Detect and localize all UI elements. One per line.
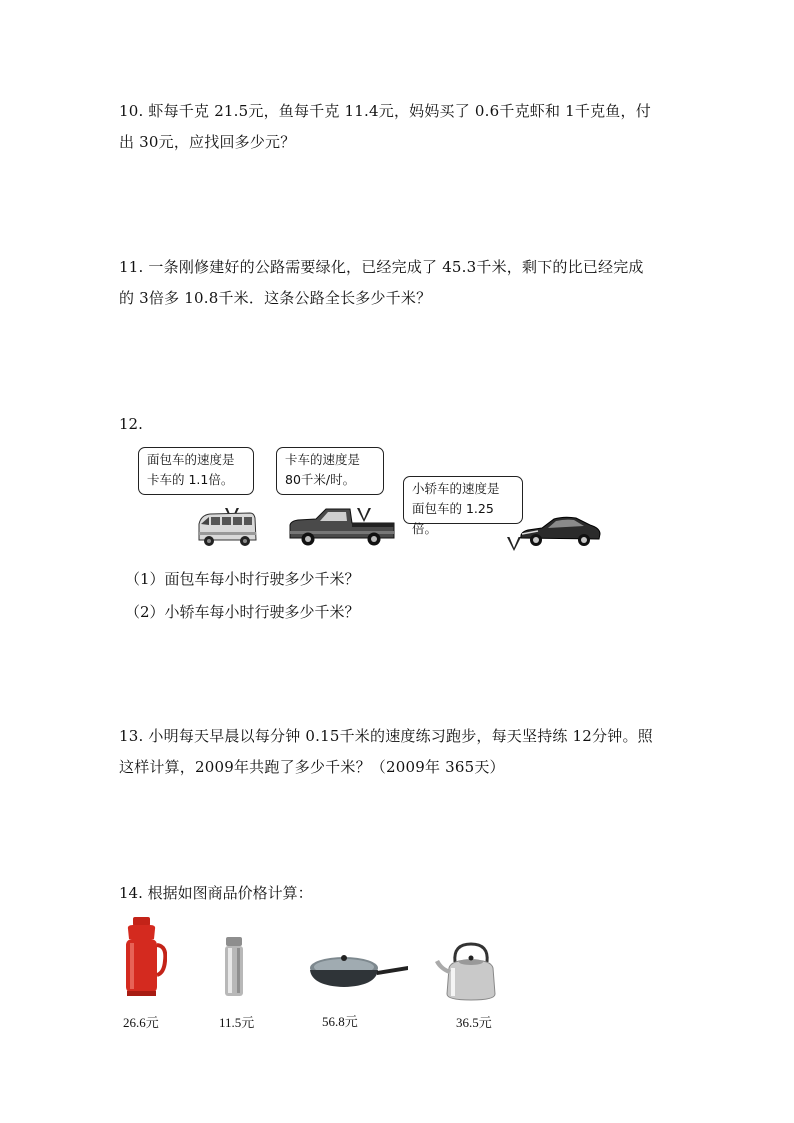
- price-cup: 11.5元: [219, 1015, 255, 1030]
- problem-10-line-1: 10. 虾每千克 21.5元，鱼每千克 11.4元，妈妈买了 0.6千克虾和 1千克鱼，付: [119, 102, 651, 120]
- bubble-van-line-1: 面包车的速度是: [147, 452, 235, 467]
- problem-13: [119, 721, 679, 783]
- bubble-car-line-2: 面包车的 1.25倍。: [412, 501, 494, 536]
- problem-11: [119, 252, 679, 314]
- problem-10-line-2: 出 30元，应找回多少元？: [119, 133, 296, 151]
- bubble-truck-line-2: 80千米/时。: [285, 472, 356, 487]
- bubble-van-line-2: 卡车的 1.1倍。: [147, 472, 234, 487]
- kettle-image: [433, 940, 503, 1002]
- thermos-image: [121, 915, 167, 999]
- car-image: [518, 512, 602, 548]
- bubble-truck-line-1: 卡车的速度是: [285, 452, 361, 467]
- speech-bubble-truck: [276, 447, 384, 495]
- problem-12-question-1: （1）面包车每小时行驶多少千米？: [125, 570, 360, 588]
- van-image: [196, 510, 258, 548]
- problem-14-title: 14. 根据如图商品价格计算：: [119, 884, 313, 902]
- speech-bubble-van: [138, 447, 254, 495]
- problem-13-line-1: 13. 小明每天早晨以每分钟 0.15千米的速度练习跑步，每天坚持练 12分钟。照: [119, 727, 653, 745]
- truck-image: [288, 505, 396, 547]
- speech-bubble-car: [403, 476, 523, 536]
- problem-11-line-2: 的 3倍多 10.8千米．这条公路全长多少千米？: [119, 289, 432, 307]
- problem-10: [119, 96, 679, 158]
- price-kettle: 36.5元: [456, 1015, 492, 1030]
- pan-image: [305, 950, 409, 992]
- problem-13-line-2: 这样计算，2009年共跑了多少千米？（2009年 365天）: [119, 758, 505, 776]
- problem-12-question-2: （2）小轿车每小时行驶多少千米？: [125, 603, 360, 621]
- problem-11-line-1: 11. 一条刚修建好的公路需要绿化，已经完成了 45.3千米，剩下的比已经完成: [119, 258, 644, 276]
- price-thermos: 26.6元: [123, 1015, 159, 1030]
- problem-12-number: 12.: [119, 415, 143, 433]
- price-pan: 56.8元: [322, 1014, 358, 1029]
- cup-image: [223, 936, 245, 998]
- bubble-car-line-1: 小轿车的速度是: [412, 481, 500, 496]
